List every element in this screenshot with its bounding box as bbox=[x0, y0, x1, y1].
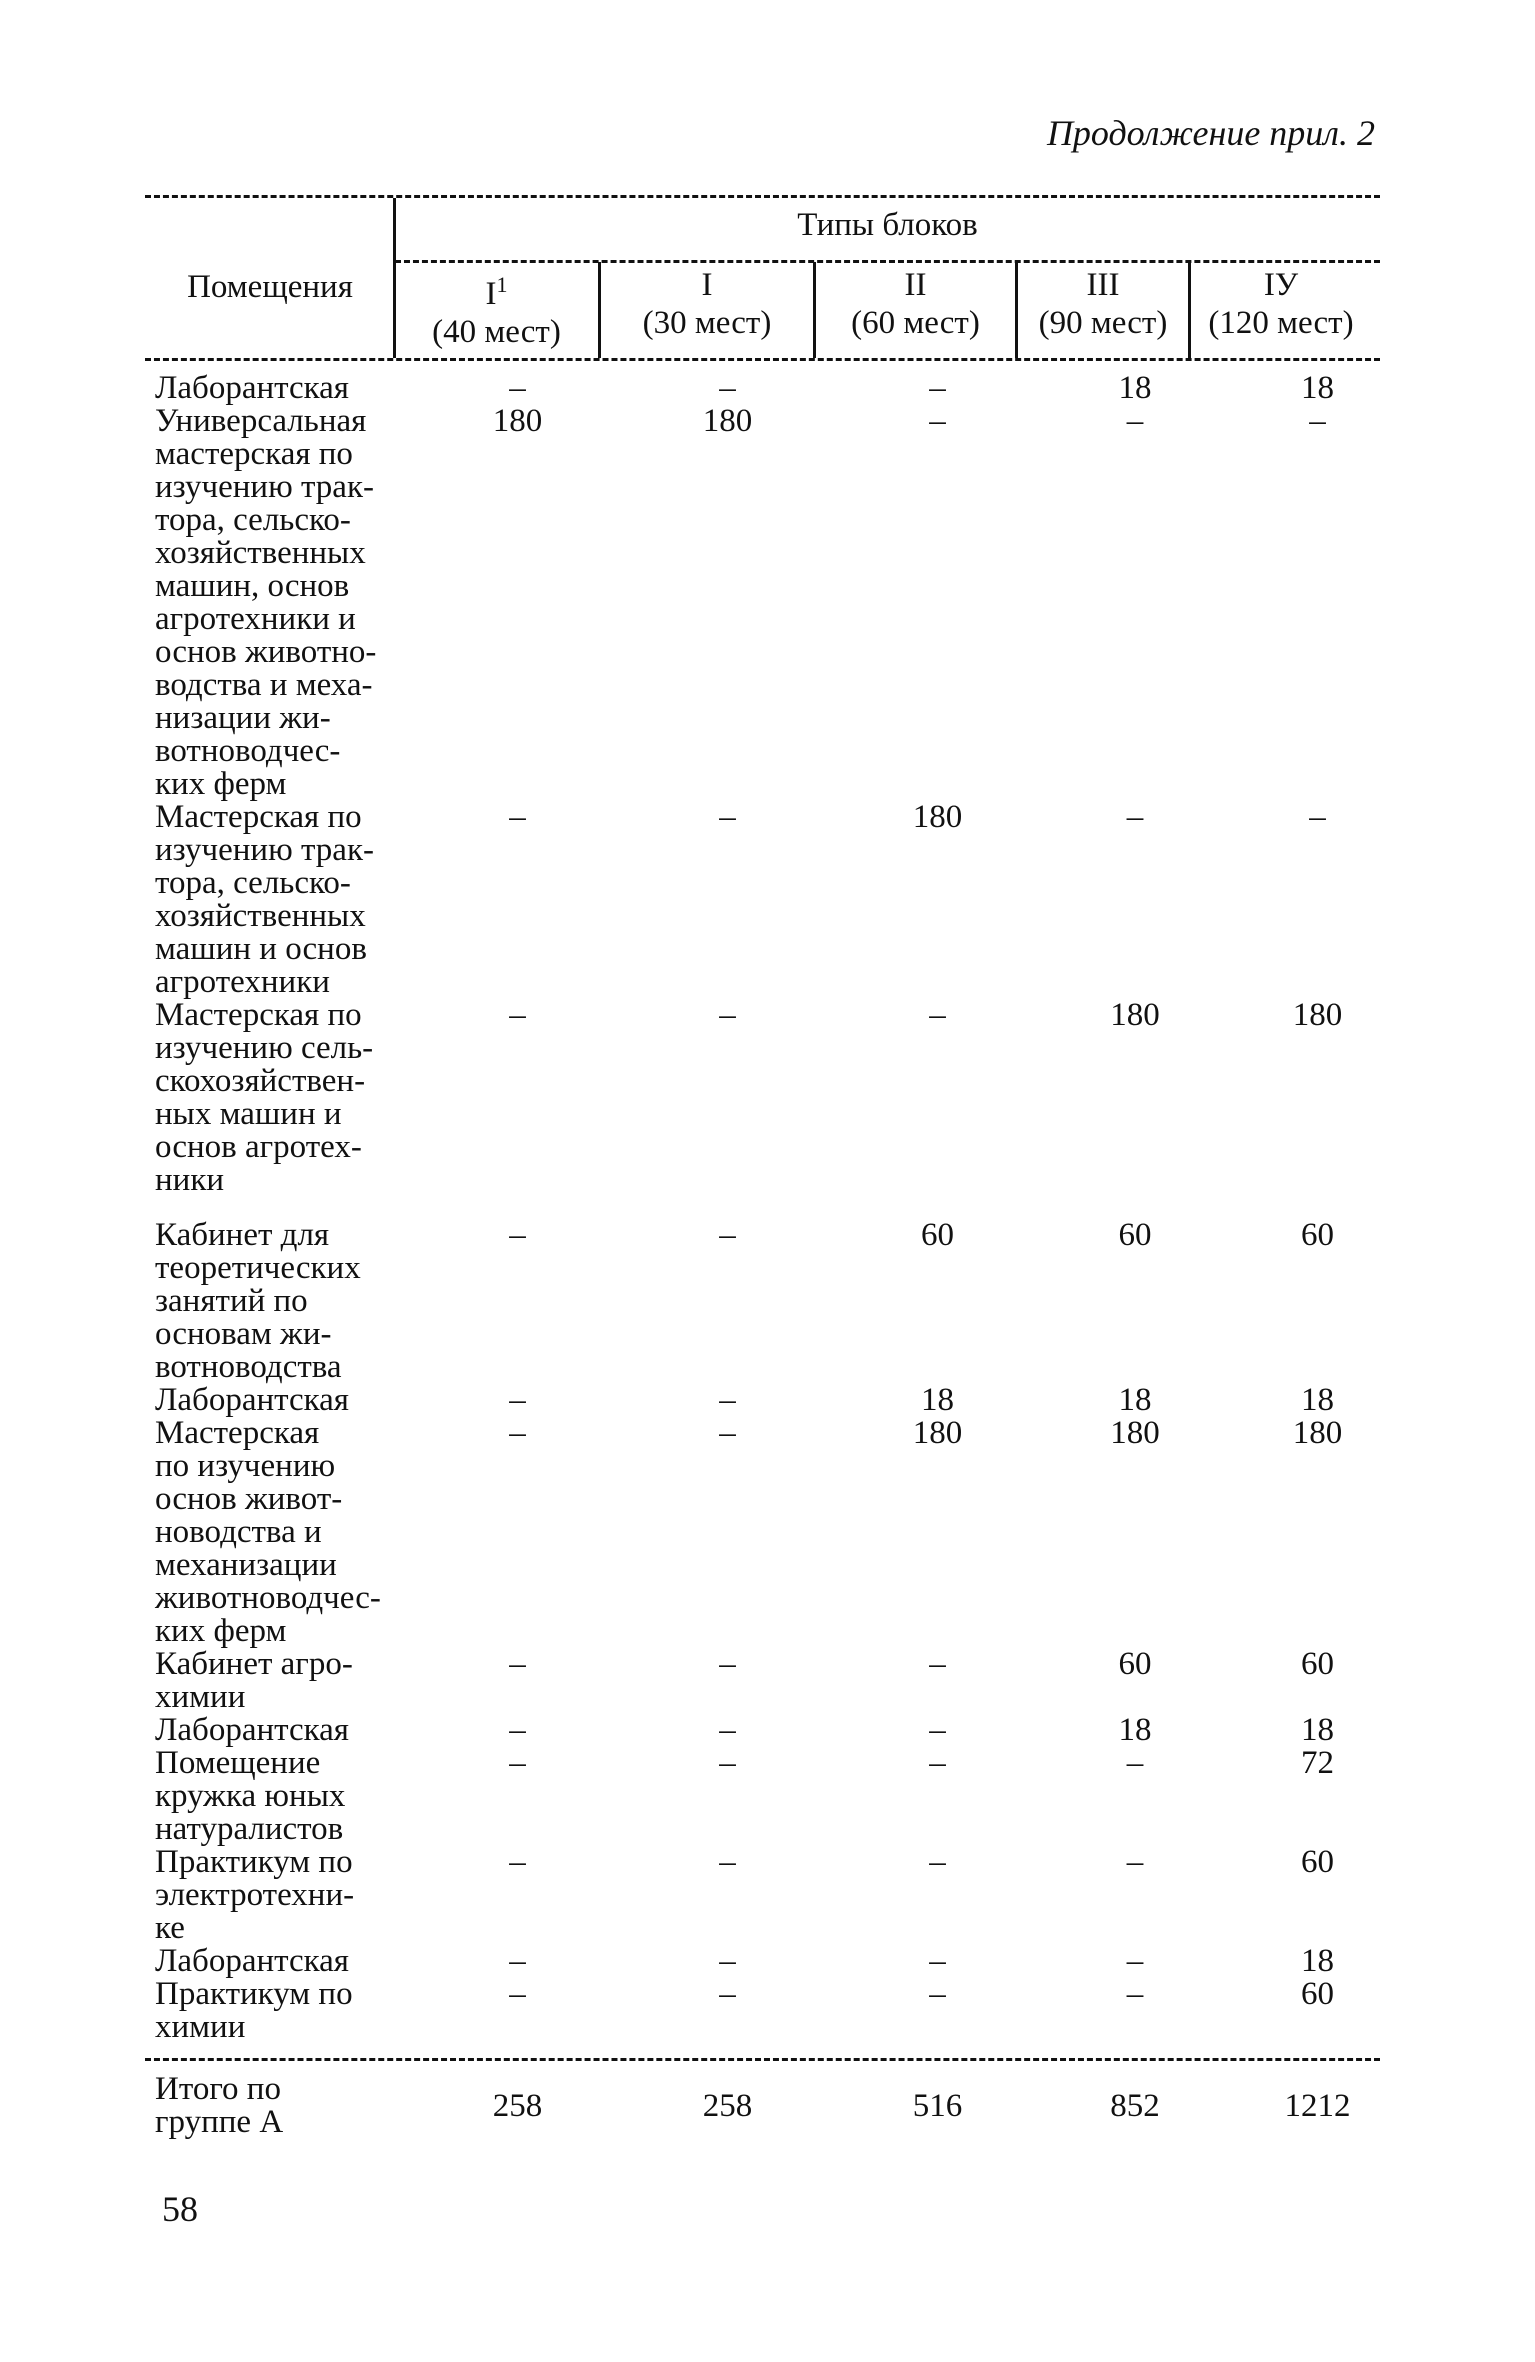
room-name-line: агротехники и bbox=[155, 601, 356, 637]
area-value: – bbox=[929, 1976, 946, 2012]
area-value: – bbox=[719, 1844, 736, 1880]
room-name-line: Лаборантская bbox=[155, 1943, 349, 1979]
room-name-line: Кабинет для bbox=[155, 1217, 330, 1253]
table-row bbox=[155, 1846, 1405, 1945]
area-value: 18 bbox=[1118, 370, 1152, 406]
room-name-line: ники bbox=[155, 1162, 225, 1198]
area-value: – bbox=[929, 1943, 946, 1979]
area-value: – bbox=[929, 997, 946, 1033]
room-name-line: Универсальная bbox=[155, 403, 367, 439]
page-header-note: Продолжение прил. 2 bbox=[1046, 113, 1375, 153]
room-name bbox=[155, 1384, 415, 1417]
room-name bbox=[155, 1945, 415, 1978]
header-bottom-rule bbox=[145, 358, 1380, 361]
table-row bbox=[155, 1978, 1405, 2044]
room-name-line: вотноводства bbox=[155, 1349, 342, 1385]
group-header-rule bbox=[395, 260, 1380, 263]
room-name-line: агротехники bbox=[155, 964, 330, 1000]
room-name bbox=[155, 1714, 415, 1747]
area-value: 60 bbox=[1301, 1844, 1334, 1880]
room-name bbox=[155, 1978, 415, 2044]
area-value: 180 bbox=[912, 799, 963, 835]
total-row bbox=[155, 2073, 1405, 2139]
room-name-line: новодства и bbox=[155, 1514, 322, 1550]
table-row bbox=[155, 405, 1405, 801]
area-value: 18 bbox=[1301, 1712, 1334, 1748]
total-value: 1212 bbox=[1284, 2087, 1351, 2124]
area-value: – bbox=[509, 1646, 526, 1682]
room-name-line: машин и основ bbox=[155, 931, 367, 967]
table-row bbox=[155, 1197, 1405, 1384]
area-value: – bbox=[719, 1217, 736, 1253]
area-value: – bbox=[719, 370, 736, 406]
area-value: – bbox=[719, 1976, 736, 2012]
column-capacity: (30 мест) bbox=[642, 305, 772, 341]
column-header-1 bbox=[395, 266, 598, 351]
area-value: – bbox=[1126, 1976, 1144, 2012]
area-value: – bbox=[929, 370, 946, 406]
room-name-line: Лаборантская bbox=[155, 1382, 349, 1418]
room-name bbox=[155, 372, 415, 405]
area-value: 18 bbox=[921, 1382, 954, 1418]
room-name-line: Практикум по bbox=[155, 1976, 353, 2012]
room-name-line: низации жи- bbox=[155, 700, 331, 736]
area-value: 60 bbox=[1118, 1646, 1152, 1682]
room-name-line: Помещение bbox=[155, 1745, 321, 1781]
room-name-line: Лаборантская bbox=[155, 1712, 349, 1748]
room-name-line: электротехни- bbox=[155, 1877, 355, 1913]
column-type-sup: 1 bbox=[496, 272, 508, 297]
area-value: 60 bbox=[1301, 1976, 1334, 2012]
area-value: – bbox=[929, 1646, 946, 1682]
room-name bbox=[155, 1747, 415, 1846]
area-value: – bbox=[1126, 799, 1144, 835]
area-value: 180 bbox=[492, 403, 543, 439]
total-label-line: группе А bbox=[155, 2104, 284, 2140]
room-name-line: Кабинет агро- bbox=[155, 1646, 353, 1682]
area-value: – bbox=[1126, 403, 1144, 439]
area-value: – bbox=[509, 1217, 526, 1253]
table-row bbox=[155, 1417, 1405, 1648]
room-name-line: химии bbox=[155, 1679, 246, 1715]
area-value: – bbox=[929, 1844, 946, 1880]
table-row bbox=[155, 372, 1405, 405]
area-value: – bbox=[1309, 403, 1326, 439]
total-value: 258 bbox=[702, 2087, 753, 2124]
total-label bbox=[155, 2073, 415, 2139]
area-value: 180 bbox=[912, 1415, 963, 1451]
area-value: – bbox=[509, 1745, 526, 1781]
room-name-line: изучению трак- bbox=[155, 832, 374, 868]
room-name-line: ких ферм bbox=[155, 1613, 287, 1649]
area-value: 18 bbox=[1301, 370, 1334, 406]
area-value: – bbox=[1126, 1745, 1144, 1781]
area-value: 60 bbox=[1301, 1217, 1334, 1253]
room-name-line: ке bbox=[155, 1910, 185, 1946]
room-name-line: Мастерская bbox=[155, 1415, 320, 1451]
column-type: II bbox=[904, 267, 927, 303]
total-value: 258 bbox=[492, 2087, 543, 2124]
room-name-line: скохозяйствен- bbox=[155, 1063, 366, 1099]
table-row bbox=[155, 1714, 1405, 1747]
room-name-line: по изучению bbox=[155, 1448, 336, 1484]
area-value: – bbox=[509, 1943, 526, 1979]
room-name bbox=[155, 405, 415, 801]
column-capacity: (40 мест) bbox=[432, 314, 561, 350]
room-name-line: водства и меха- bbox=[155, 667, 373, 703]
room-name-line: механизации bbox=[155, 1547, 337, 1583]
column-type: IУ bbox=[1263, 267, 1299, 303]
total-label-line: Итого по bbox=[155, 2071, 281, 2107]
table-row bbox=[155, 1945, 1405, 1978]
total-value: 852 bbox=[1110, 2087, 1160, 2124]
area-value: – bbox=[929, 1745, 946, 1781]
room-name-line: изучению трак- bbox=[155, 469, 374, 505]
table-row bbox=[155, 1747, 1405, 1846]
area-value: – bbox=[929, 403, 946, 439]
area-value: – bbox=[1126, 1943, 1144, 1979]
area-value: 180 bbox=[1110, 1415, 1160, 1451]
area-value: 60 bbox=[1118, 1217, 1152, 1253]
table-row bbox=[155, 1648, 1405, 1714]
column-capacity: (90 мест) bbox=[1038, 305, 1168, 341]
room-name-line: Практикум по bbox=[155, 1844, 353, 1880]
room-name-line: животноводчес- bbox=[155, 1580, 381, 1616]
room-name-line: основ животно- bbox=[155, 634, 377, 670]
area-value: – bbox=[509, 997, 526, 1033]
area-value: – bbox=[929, 1712, 946, 1748]
area-value: – bbox=[509, 1844, 526, 1880]
rooms-table bbox=[155, 372, 1405, 2044]
room-name-line: ных машин и bbox=[155, 1096, 342, 1132]
room-name bbox=[155, 1417, 415, 1648]
area-value: – bbox=[509, 799, 526, 835]
page-number: 58 bbox=[162, 2189, 198, 2229]
room-name-line: основам жи- bbox=[155, 1316, 332, 1352]
room-name-line: тора, сельско- bbox=[155, 502, 351, 538]
area-value: 180 bbox=[702, 403, 753, 439]
column-type: I bbox=[485, 276, 497, 312]
room-name bbox=[155, 1197, 415, 1384]
column-type: III bbox=[1086, 267, 1120, 303]
area-value: – bbox=[509, 1382, 526, 1418]
column-header-4 bbox=[1018, 266, 1188, 342]
area-value: – bbox=[509, 1415, 526, 1451]
area-value: 18 bbox=[1118, 1382, 1152, 1418]
column-capacity: (120 мест) bbox=[1208, 305, 1354, 341]
area-value: 180 bbox=[1292, 1415, 1343, 1451]
room-name-line: основ агротех- bbox=[155, 1129, 362, 1165]
room-name-line: химии bbox=[155, 2009, 246, 2045]
room-name-line: ких ферм bbox=[155, 766, 287, 802]
column-header-3 bbox=[816, 266, 1015, 342]
table-row bbox=[155, 801, 1405, 999]
area-value: – bbox=[509, 1712, 526, 1748]
room-name-line: занятий по bbox=[155, 1283, 308, 1319]
room-name-line: хозяйственных bbox=[155, 898, 366, 934]
room-name-line: тора, сельско- bbox=[155, 865, 351, 901]
room-name bbox=[155, 801, 415, 999]
room-name-line: Мастерская по bbox=[155, 799, 362, 835]
room-name-line: основ живот- bbox=[155, 1481, 343, 1517]
room-name-line: машин, основ bbox=[155, 568, 350, 604]
area-value: 72 bbox=[1301, 1745, 1334, 1781]
area-value: – bbox=[719, 1745, 736, 1781]
room-name bbox=[155, 1846, 415, 1945]
area-value: 18 bbox=[1301, 1943, 1334, 1979]
area-value: – bbox=[719, 1646, 736, 1682]
column-type: I bbox=[701, 267, 713, 303]
area-value: 60 bbox=[921, 1217, 954, 1253]
room-name-line: изучению сель- bbox=[155, 1030, 374, 1066]
room-name-line: мастерская по bbox=[155, 436, 353, 472]
area-value: – bbox=[719, 1712, 736, 1748]
area-value: 18 bbox=[1301, 1382, 1334, 1418]
area-value: 180 bbox=[1110, 997, 1160, 1033]
room-name-line: натуралистов bbox=[155, 1811, 344, 1847]
area-value: – bbox=[719, 1943, 736, 1979]
area-value: – bbox=[719, 1382, 736, 1418]
table-row bbox=[155, 1384, 1405, 1417]
room-name bbox=[155, 999, 415, 1197]
area-value: – bbox=[1309, 799, 1326, 835]
room-name-line: кружка юных bbox=[155, 1778, 346, 1814]
room-name-line: Мастерская по bbox=[155, 997, 362, 1033]
column-header-5 bbox=[1191, 266, 1371, 342]
area-value: 18 bbox=[1118, 1712, 1152, 1748]
area-value: – bbox=[719, 997, 736, 1033]
column-capacity: (60 мест) bbox=[851, 305, 980, 341]
total-value: 516 bbox=[912, 2087, 963, 2124]
group-header-label: Типы блоков bbox=[797, 207, 978, 243]
top-rule bbox=[145, 195, 1380, 198]
room-name-line: Лаборантская bbox=[155, 370, 349, 406]
area-value: 60 bbox=[1301, 1646, 1334, 1682]
row-header-label: Помещения bbox=[187, 269, 353, 305]
room-name bbox=[155, 1648, 415, 1714]
area-value: – bbox=[719, 1415, 736, 1451]
area-value: 180 bbox=[1292, 997, 1343, 1033]
area-value: – bbox=[509, 370, 526, 406]
column-header-2 bbox=[601, 266, 813, 342]
area-value: – bbox=[1126, 1844, 1144, 1880]
table-row bbox=[155, 999, 1405, 1197]
area-value: – bbox=[509, 1976, 526, 2012]
room-name-line: вотноводчес- bbox=[155, 733, 341, 769]
room-name-line: теоретических bbox=[155, 1250, 361, 1286]
room-name-line: хозяйственных bbox=[155, 535, 366, 571]
total-rule bbox=[145, 2058, 1380, 2061]
area-value: – bbox=[719, 799, 736, 835]
